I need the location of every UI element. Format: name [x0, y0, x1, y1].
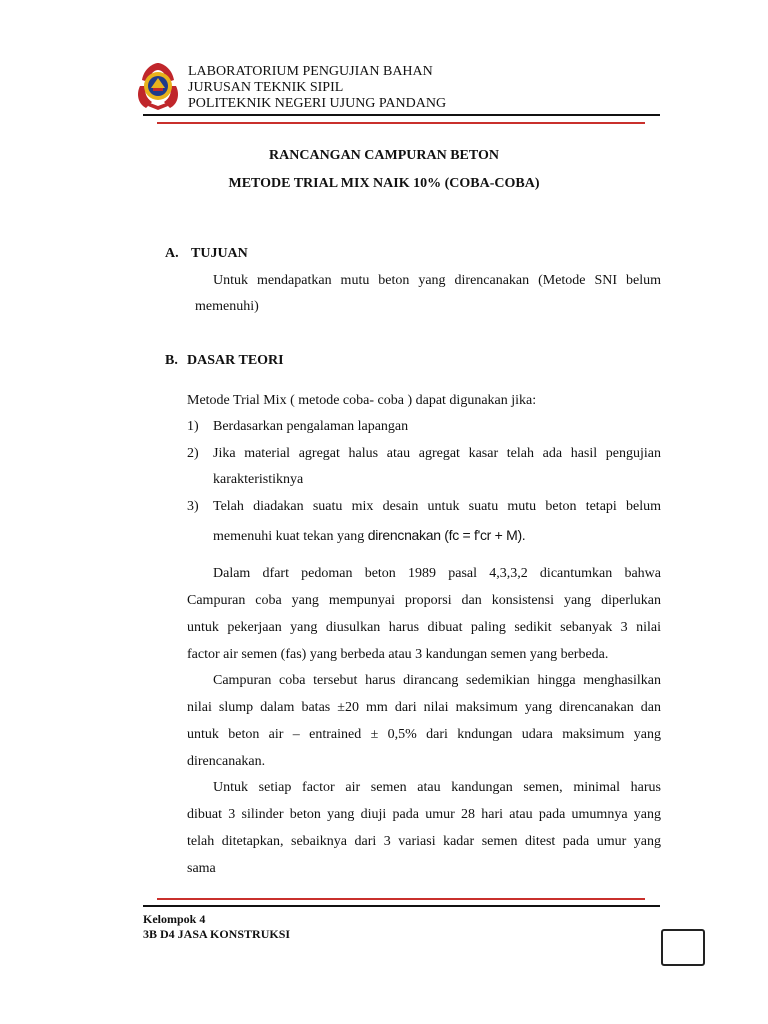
- para-3-line-3: telah ditetapkan, sebaiknya dari 3 variasi kadar semen ditest pada umur yang: [187, 834, 661, 849]
- para-3-line-4: sama: [187, 861, 216, 876]
- para-1-line-2: Campuran coba yang mempunyai proporsi dan konsistensi yang diperlukan: [187, 593, 661, 608]
- section-a-para-line-1: Untuk mendapatkan mutu beton yang direncanakan (Metode SNI belum: [213, 273, 661, 288]
- section-b-heading: DASAR TEORI: [187, 353, 284, 368]
- section-a-heading: TUJUAN: [191, 246, 248, 261]
- header-line-2: JURUSAN TEKNIK SIPIL: [188, 80, 344, 95]
- para-2-line-1: Campuran coba tersebut harus dirancang sedemikian hingga menghasilkan: [213, 673, 661, 688]
- section-b-letter: B.: [165, 353, 178, 368]
- para-3-line-2: dibuat 3 silinder beton yang diuji pada umur 28 hari atau pada umumnya yang: [187, 807, 661, 822]
- section-a-para-line-2: memenuhi): [195, 299, 259, 314]
- footer-rule-black: [143, 905, 660, 907]
- header-rule-red: [157, 122, 645, 124]
- list-item-2-number: 2): [187, 446, 199, 461]
- list-item-3-text-line-1: Telah diadakan suatu mix desain untuk suatu mutu beton tetapi belum: [213, 499, 661, 514]
- para-2-line-4: direncanakan.: [187, 754, 266, 769]
- para-3-line-1: Untuk setiap factor air semen atau kandungan semen, minimal harus: [213, 780, 661, 795]
- footer-rule-red: [157, 898, 645, 900]
- para-1-line-1: Dalam dfart pedoman beton 1989 pasal 4,3,3,2 dicantumkan bahwa: [213, 566, 661, 581]
- header-line-1: LABORATORIUM PENGUJIAN BAHAN: [188, 64, 433, 79]
- para-2-line-2: nilai slump dalam batas ±20 mm dari nilai maksimum yang direncanakan dan: [187, 700, 661, 715]
- list-item-1-text: Berdasarkan pengalaman lapangan: [213, 419, 409, 434]
- footer-group: Kelompok 4: [143, 912, 206, 926]
- list-item-3-text-line-2: [213, 522, 525, 550]
- section-b-intro: Metode Trial Mix ( metode coba- coba ) dapat digunakan jika:: [187, 393, 537, 408]
- list-item-2-text-line-1: Jika material agregat halus atau agregat kasar telah ada hasil pengujian: [213, 446, 661, 461]
- institution-logo: [134, 60, 182, 112]
- list-item-3-formula: direncnakan (fc = f'cr + M).: [367, 527, 526, 543]
- list-item-3-number: 3): [187, 499, 199, 514]
- header-rule-black: [143, 114, 660, 116]
- header-line-3: POLITEKNIK NEGERI UJUNG PANDANG: [188, 96, 447, 111]
- section-a-letter: A.: [165, 246, 179, 261]
- title-line-1: RANCANGAN CAMPURAN BETON: [269, 148, 499, 163]
- title-line-2: METODE TRIAL MIX NAIK 10% (COBA-COBA): [228, 176, 540, 191]
- list-item-2-text-line-2: karakteristiknya: [213, 472, 304, 487]
- para-2-line-3: untuk beton air – entrained ± 0,5% dari kndungan udara maksimum yang: [187, 727, 661, 742]
- page-number-box: [661, 929, 705, 966]
- para-1-line-4: factor air semen (fas) yang berbeda atau 3 kandungan semen yang berbeda.: [187, 647, 609, 662]
- list-item-1-number: 1): [187, 419, 199, 434]
- list-item-3-text-line-2a: memenuhi kuat tekan yang: [213, 529, 368, 544]
- footer-class: 3B D4 JASA KONSTRUKSI: [143, 927, 291, 941]
- para-1-line-3: untuk pekerjaan yang diusulkan harus dibuat paling sedikit sebanyak 3 nilai: [187, 620, 661, 635]
